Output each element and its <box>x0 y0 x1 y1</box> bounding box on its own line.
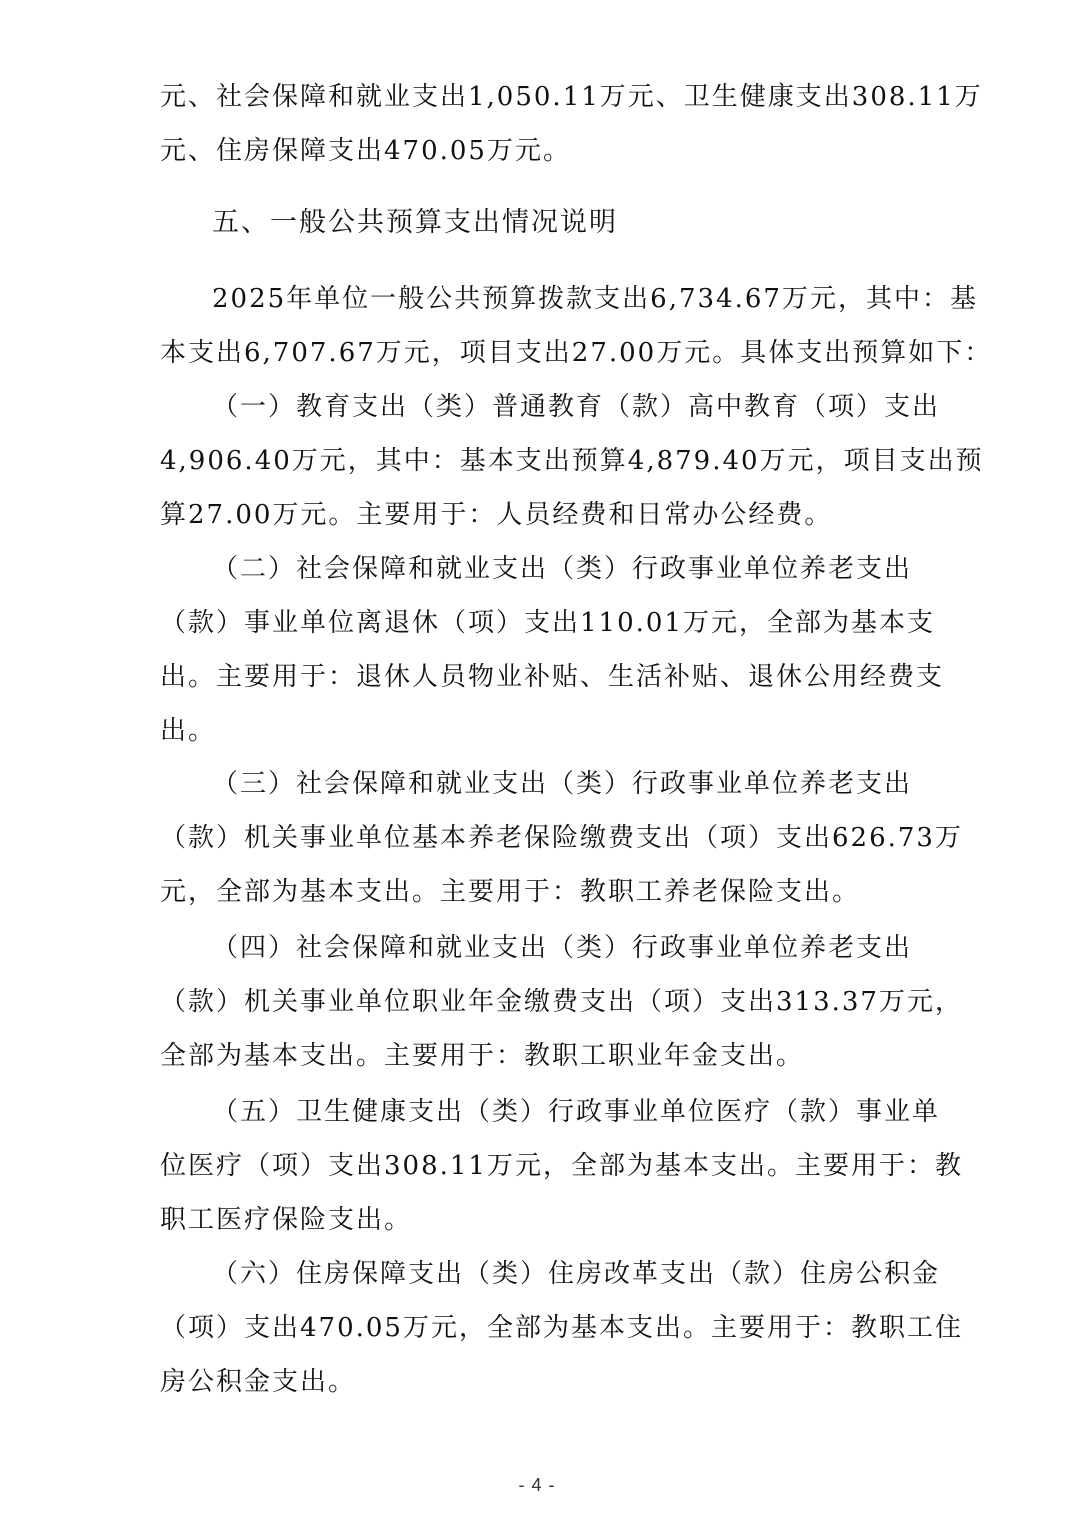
item-line: （款）事业单位离退休（项）支出110.01万元，全部为基本支 <box>160 608 935 638</box>
item-line: 4,906.40万元，其中：基本支出预算4,879.40万元，项目支出预 <box>160 446 984 476</box>
summary-paragraph <box>160 272 993 380</box>
item-line: 位医疗（项）支出308.11万元，全部为基本支出。主要用于：教 <box>160 1151 963 1181</box>
item-line: 职工医疗保险支出。 <box>160 1205 413 1235</box>
item-line: （项）支出470.05万元，全部为基本支出。主要用于：教职工住 <box>160 1313 963 1343</box>
item-line: （款）机关事业单位基本养老保险缴费支出（项）支出626.73万 <box>160 823 963 853</box>
item-line: （款）机关事业单位职业年金缴费支出（项）支出313.37万元， <box>160 987 963 1017</box>
item-line: （五）卫生健康支出（类）行政事业单位医疗（款）事业单 <box>212 1097 941 1127</box>
item-paragraph-4 <box>160 921 963 1083</box>
item-paragraph-3 <box>160 757 963 919</box>
item-line: 出。 <box>160 716 217 746</box>
summary-line: 2025年单位一般公共预算拨款支出6,734.67万元，其中：基 <box>212 284 978 314</box>
item-paragraph-5 <box>160 1085 963 1247</box>
section-heading: 五、一般公共预算支出情况说明 <box>212 207 618 238</box>
intro-line: 元、住房保障支出470.05万元。 <box>160 136 571 166</box>
item-line: 全部为基本支出。主要用于：教职工职业年金支出。 <box>160 1041 805 1071</box>
item-line: （六）住房保障支出（类）住房改革支出（款）住房公积金 <box>212 1259 941 1289</box>
intro-line: 元、社会保障和就业支出1,050.11万元、卫生健康支出308.11万 <box>160 82 983 112</box>
item-line: 出。主要用于：退休人员物业补贴、生活补贴、退休公用经费支 <box>160 662 945 692</box>
item-line: 算27.00万元。主要用于：人员经费和日常办公经费。 <box>160 500 833 530</box>
item-paragraph-6 <box>160 1247 963 1409</box>
item-line: （二）社会保障和就业支出（类）行政事业单位养老支出 <box>212 554 913 584</box>
summary-line: 本支出6,707.67万元，项目支出27.00万元。具体支出预算如下： <box>160 338 993 368</box>
item-line: （三）社会保障和就业支出（类）行政事业单位养老支出 <box>212 769 913 799</box>
item-paragraph-1 <box>160 380 984 542</box>
item-paragraph-2 <box>160 542 945 758</box>
item-line: 元，全部为基本支出。主要用于：教职工养老保险支出。 <box>160 877 861 907</box>
page-number: - 4 - <box>518 1475 556 1495</box>
intro-paragraph <box>160 70 983 178</box>
item-line: （四）社会保障和就业支出（类）行政事业单位养老支出 <box>212 933 913 963</box>
item-line: （一）教育支出（类）普通教育（款）高中教育（项）支出 <box>212 392 941 422</box>
item-line: 房公积金支出。 <box>160 1367 357 1397</box>
